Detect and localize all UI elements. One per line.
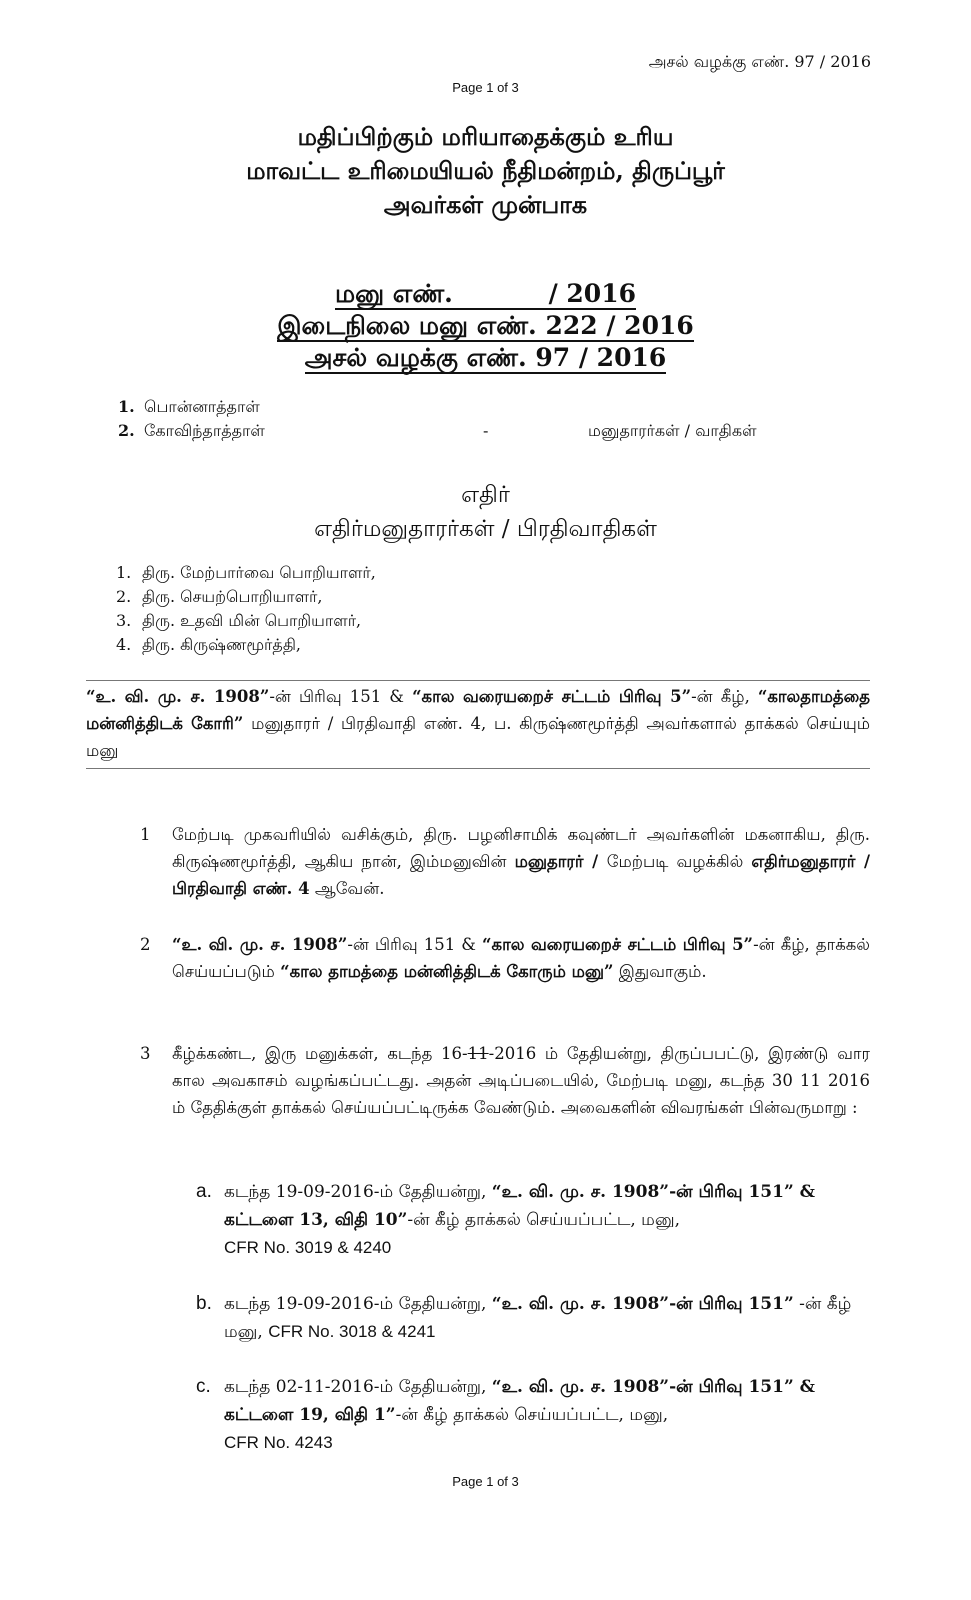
party-dash: - (483, 421, 489, 440)
respondents-list (116, 563, 376, 659)
respondent-name: திரு. கிருஷ்ணமூர்த்தி, (142, 635, 302, 654)
paragraph-text: ஆவேன். (309, 879, 385, 898)
paragraph-number: 1 (140, 825, 151, 844)
paragraph-3 (140, 1040, 870, 1121)
respondent-name: திரு. செயற்பொறியாளர், (142, 587, 323, 606)
paragraph-bold: “கால வரையறைச் சட்டம் பிரிவு 5” (482, 935, 754, 954)
sub-item-c (196, 1373, 870, 1457)
subject-petitioner: மனுதாரர் / பிரதிவாதி எண். 4, ப. (243, 714, 512, 733)
respondent-number: 1. (116, 563, 132, 582)
respondent-item (116, 587, 376, 611)
subject-top-rule (86, 680, 870, 681)
sub-item-bold: -ன் பிரிவு 151” & கட்டளை 19, விதி 1” (224, 1377, 815, 1425)
court-line-3: அவர்கள் முன்பாக (383, 190, 588, 219)
petition-number: மனு எண். / 2016 (334, 279, 636, 308)
sub-item-cfr: CFR No. 4243 (224, 1433, 333, 1452)
court-line-1: மதிப்பிற்கும் மரியாதைக்கும் உரிய (297, 122, 674, 151)
sub-item-bold: -ன் பிரிவு 151” & கட்டளை 13, விதி 10” (224, 1182, 815, 1230)
paragraph-text: கீழ்க்கண்ட, இரு மனுக்கள், கடந்த 16- (172, 1044, 468, 1063)
paragraph-text: மேற்படி வழக்கில் (606, 852, 752, 871)
case-numbers (0, 278, 971, 374)
sub-item-b (196, 1290, 870, 1346)
subject-limitation-ref: “கால வரையறைச் சட்டம் பிரிவு 5” (412, 687, 692, 706)
sub-item-text: -ன் கீழ் தாக்கல் செய்யப்பட்ட, மனு, (395, 1405, 669, 1425)
subject-filed-by: கிருஷ்ணமூர்த்தி அவர்களால் தாக்கல் செய்யும் மனு (86, 714, 870, 760)
paragraph-text: மேற்படி முகவரியில் வசிக்கும், திரு. பழனிசாமிக் கவுண்டர் அவர்களின் மகனாகிய, திரு. கிருஷ்ணமூர்த்தி, ஆகிய நான், இம்மனுவின் (172, 825, 870, 871)
petition-subject (86, 683, 870, 769)
subject-cpc-ref: “உ. வி. மு. ச. 1908” (86, 687, 270, 706)
respondent-name: திரு. மேற்பார்வை பொறியாளர், (142, 563, 376, 582)
sub-item-bold: “உ. வி. மு. ச. 1908” (491, 1294, 670, 1314)
sub-item-text: கடந்த 19-09-2016-ம் தேதியன்று, (224, 1294, 492, 1314)
petitioner-item (118, 397, 848, 421)
case-reference-header: அசல் வழக்கு எண். 97 / 2016 (648, 52, 871, 71)
interim-petition-number: இடைநிலை மனு எண். 222 / 2016 (277, 311, 694, 340)
sub-item-letter: c. (196, 1376, 211, 1397)
respondent-number: 4. (116, 635, 132, 654)
petitioners-list (118, 397, 848, 445)
versus-block (0, 478, 971, 546)
sub-item-bold: -ன் பிரிவு 151” (669, 1294, 794, 1314)
subject-section: -ன் பிரிவு 151 & (269, 687, 413, 706)
subject-under: -ன் கீழ், (691, 687, 750, 706)
respondent-item (116, 611, 376, 635)
sub-item-letter: b. (196, 1293, 212, 1314)
petitioner-name: பொன்னாத்தாள் (144, 397, 260, 416)
sub-item-letter: a. (196, 1181, 212, 1202)
paragraph-struck-text: 11 (467, 1044, 489, 1063)
respondent-number: 2. (116, 587, 132, 606)
petitioner-item (118, 421, 848, 445)
sub-item-cfr: CFR No. 3019 & 4240 (224, 1238, 392, 1257)
subject-condone-delay: “காலதாமத்தை மன்னித்திடக் கோரி” (86, 687, 870, 733)
paragraph-text: இதுவாகும். (613, 962, 707, 981)
sub-item-text: கடந்த 02-11-2016-ம் தேதியன்று, (224, 1377, 492, 1397)
petitioner-name: கோவிந்தாத்தாள் (144, 421, 265, 440)
paragraph-2 (140, 931, 870, 985)
paragraph-text: -2016 ம் தேதியன்று, திருப்பபட்டு, இரண்டு வார கால அவகாசம் வழங்கப்பட்டது. அதன் அடிப்படையில், மேற்படி மனு, கடந்த 30 11 2016 ம் தேதிக்குள் தாக்கல் செய்யப்பட்டிருக்க வேண்டும். அவைகளின் விவரங்கள் பின்வருமாறு : (172, 1044, 871, 1117)
petitioner-number: 2. (118, 421, 135, 440)
respondent-item (116, 563, 376, 587)
paragraph-number: 3 (140, 1044, 151, 1063)
versus-word: எதிர் (461, 482, 510, 508)
paragraph-bold: “உ. வி. மு. ச. 1908” (172, 935, 348, 954)
page-number-top: Page 1 of 3 (452, 80, 519, 95)
sub-item-bold: “உ. வி. மு. ச. 1908” (491, 1377, 670, 1397)
paragraph-bold: எதிர்மனுதாரர் / பிரதிவாதி எண். 4 (172, 852, 870, 898)
respondent-number: 3. (116, 611, 132, 630)
sub-item-text: -ன் கீழ் தாக்கல் செய்யப்பட்ட, மனு, (407, 1210, 680, 1230)
petitioner-number: 1. (118, 397, 135, 416)
original-suit-number: அசல் வழக்கு எண். 97 / 2016 (304, 343, 667, 372)
sub-item-cfr: CFR No. 3018 & 4241 (268, 1322, 436, 1341)
court-heading (0, 120, 971, 222)
respondent-role: எதிர்மனுதாரர்கள் / பிரதிவாதிகள் (314, 516, 657, 542)
paragraph-number: 2 (140, 935, 151, 954)
court-line-2: மாவட்ட உரிமையியல் நீதிமன்றம், திருப்பூர் (246, 156, 725, 185)
paragraph-text: -ன் பிரிவு 151 & (347, 935, 483, 954)
respondent-name: திரு. உதவி மின் பொறியாளர், (142, 611, 362, 630)
page-number-bottom: Page 1 of 3 (452, 1474, 519, 1489)
respondent-item (116, 635, 376, 659)
paragraph-bold: “கால தாமத்தை மன்னித்திடக் கோரும் மனு” (280, 962, 614, 981)
sub-item-a (196, 1178, 870, 1262)
paragraph-bold: மனுதாரர் / (514, 852, 607, 871)
petitioner-role: மனுதாரர்கள் / வாதிகள் (588, 421, 757, 440)
paragraph-1 (140, 821, 870, 902)
sub-item-text: கடந்த 19-09-2016-ம் தேதியன்று, (224, 1182, 492, 1202)
sub-item-text: -ன் கீழ் மனு, (224, 1294, 852, 1342)
paragraph-text: -ன் கீழ், தாக்கல் செய்யப்படும் (172, 935, 871, 981)
sub-item-bold: “உ. வி. மு. ச. 1908” (491, 1182, 670, 1202)
